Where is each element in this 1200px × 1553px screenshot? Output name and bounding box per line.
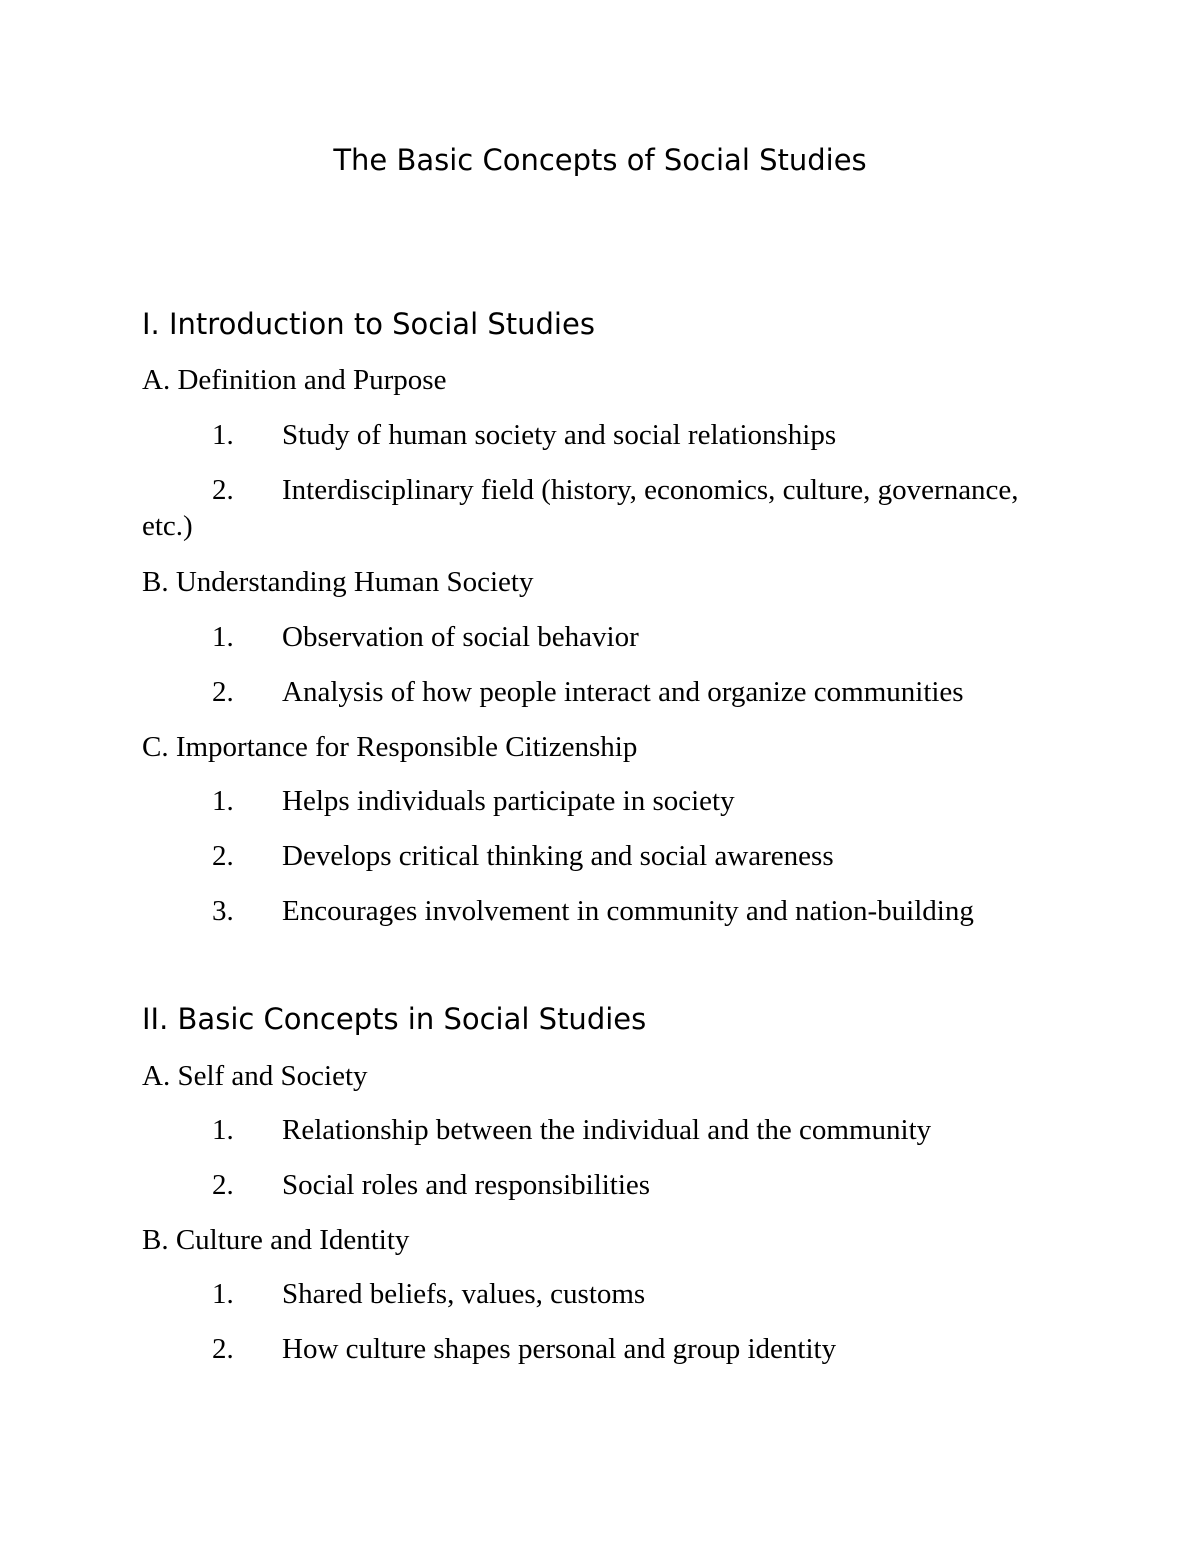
list-item-text: Encourages involvement in community and nation-building xyxy=(282,895,974,927)
subheading-definition-purpose: A. Definition and Purpose xyxy=(142,364,447,396)
subheading-responsible-citizenship: C. Importance for Responsible Citizenship xyxy=(142,731,638,763)
list-item xyxy=(142,783,1062,819)
subheading-understanding-society: B. Understanding Human Society xyxy=(142,566,534,598)
list-item-number: 2. xyxy=(212,840,234,872)
list-item xyxy=(142,1276,1062,1312)
subheading-culture-identity: B. Culture and Identity xyxy=(142,1224,410,1256)
list-item-number: 1. xyxy=(212,1114,234,1146)
section-heading-basic-concepts: II. Basic Concepts in Social Studies xyxy=(142,1002,647,1036)
list-item-text: Analysis of how people interact and organize communities xyxy=(282,676,964,708)
list-item xyxy=(142,674,1062,710)
list-item xyxy=(142,893,1062,929)
list-item xyxy=(142,417,1062,453)
list-item-number: 1. xyxy=(212,1278,234,1310)
list-item-number: 1. xyxy=(212,621,234,653)
list-item-text: How culture shapes personal and group identity xyxy=(282,1333,837,1365)
list-item-text: Interdisciplinary field (history, economics, culture, governance, etc.) xyxy=(142,474,1019,542)
section-heading-introduction: I. Introduction to Social Studies xyxy=(142,307,595,341)
list-item-text: Study of human society and social relationships xyxy=(282,419,837,451)
list-item-text: Relationship between the individual and the community xyxy=(282,1114,932,1146)
list-item-text: Develops critical thinking and social awareness xyxy=(282,840,834,872)
list-item-number: 1. xyxy=(212,419,234,451)
list-item-text: Shared beliefs, values, customs xyxy=(282,1278,646,1310)
list-item xyxy=(142,1331,1062,1367)
list-item-number: 2. xyxy=(212,1169,234,1201)
list-item xyxy=(142,472,1062,544)
list-item xyxy=(142,619,1062,655)
list-item-text: Observation of social behavior xyxy=(282,621,639,653)
list-item-text: Helps individuals participate in society xyxy=(282,785,735,817)
list-item xyxy=(142,1112,1062,1148)
list-item-number: 1. xyxy=(212,785,234,817)
list-item-number: 3. xyxy=(212,895,234,927)
list-item xyxy=(142,1167,1062,1203)
list-item-number: 2. xyxy=(212,1333,234,1365)
list-item xyxy=(142,838,1062,874)
list-item-number: 2. xyxy=(212,676,234,708)
list-item-text: Social roles and responsibilities xyxy=(282,1169,651,1201)
subheading-self-society: A. Self and Society xyxy=(142,1060,368,1092)
list-item-number: 2. xyxy=(212,474,234,506)
page-title: The Basic Concepts of Social Studies xyxy=(333,143,867,177)
